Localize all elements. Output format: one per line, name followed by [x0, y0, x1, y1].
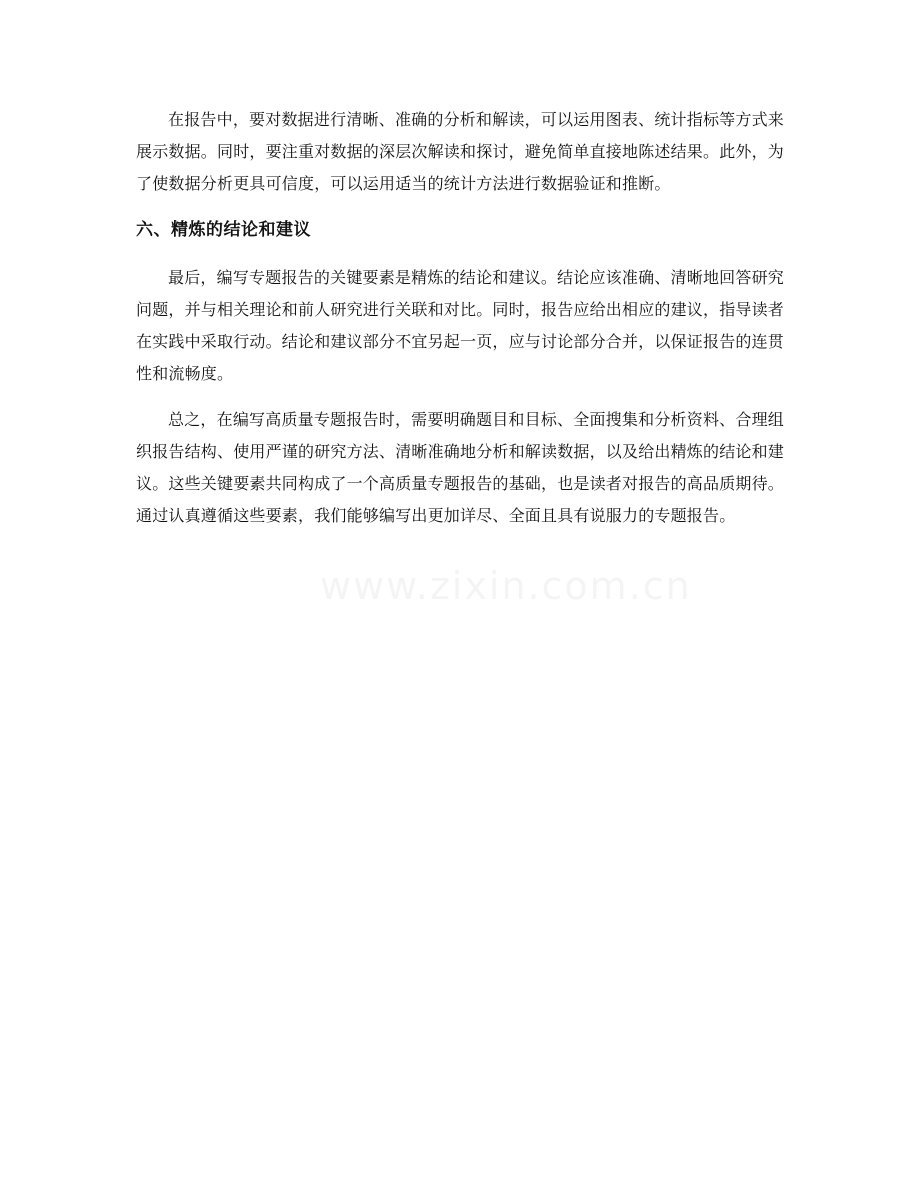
paragraph-conclusions: 最后，编写专题报告的关键要素是精炼的结论和建议。结论应该准确、清晰地回答研究问题，并与相关理论和前人研究进行关联和对比。同时，报告应给出相应的建议，指导读者在实践中采取行动。结论和建议部分不宜另起一页，应与讨论部分合并，以保证报告的连贯性和流畅度。 [136, 268, 785, 383]
watermark [320, 564, 640, 608]
section-heading-conclusions: 六、精炼的结论和建议 [136, 220, 311, 240]
paragraph-data-analysis: 在报告中，要对数据进行清晰、准确的分析和解读，可以运用图表、统计指标等方式来展示数据。同时，要注重对数据的深层次解读和探讨，避免简单直接地陈述结果。此外，为了使数据分析更具可信度，可以运用适当的统计方法进行数据验证和推断。 [136, 110, 785, 193]
document-body [136, 104, 784, 546]
paragraph-summary: 总之，在编写高质量专题报告时，需要明确题目和目标、全面搜集和分析资料、合理组织报告结构、使用严谨的研究方法、清晰准确地分析和解读数据，以及给出精炼的结论和建议。这些关键要素共同构成了一个高质量专题报告的基础，也是读者对报告的高品质期待。通过认真遵循这些要素，我们能够编写出更加详尽、全面且具有说服力的专题报告。 [136, 410, 785, 525]
